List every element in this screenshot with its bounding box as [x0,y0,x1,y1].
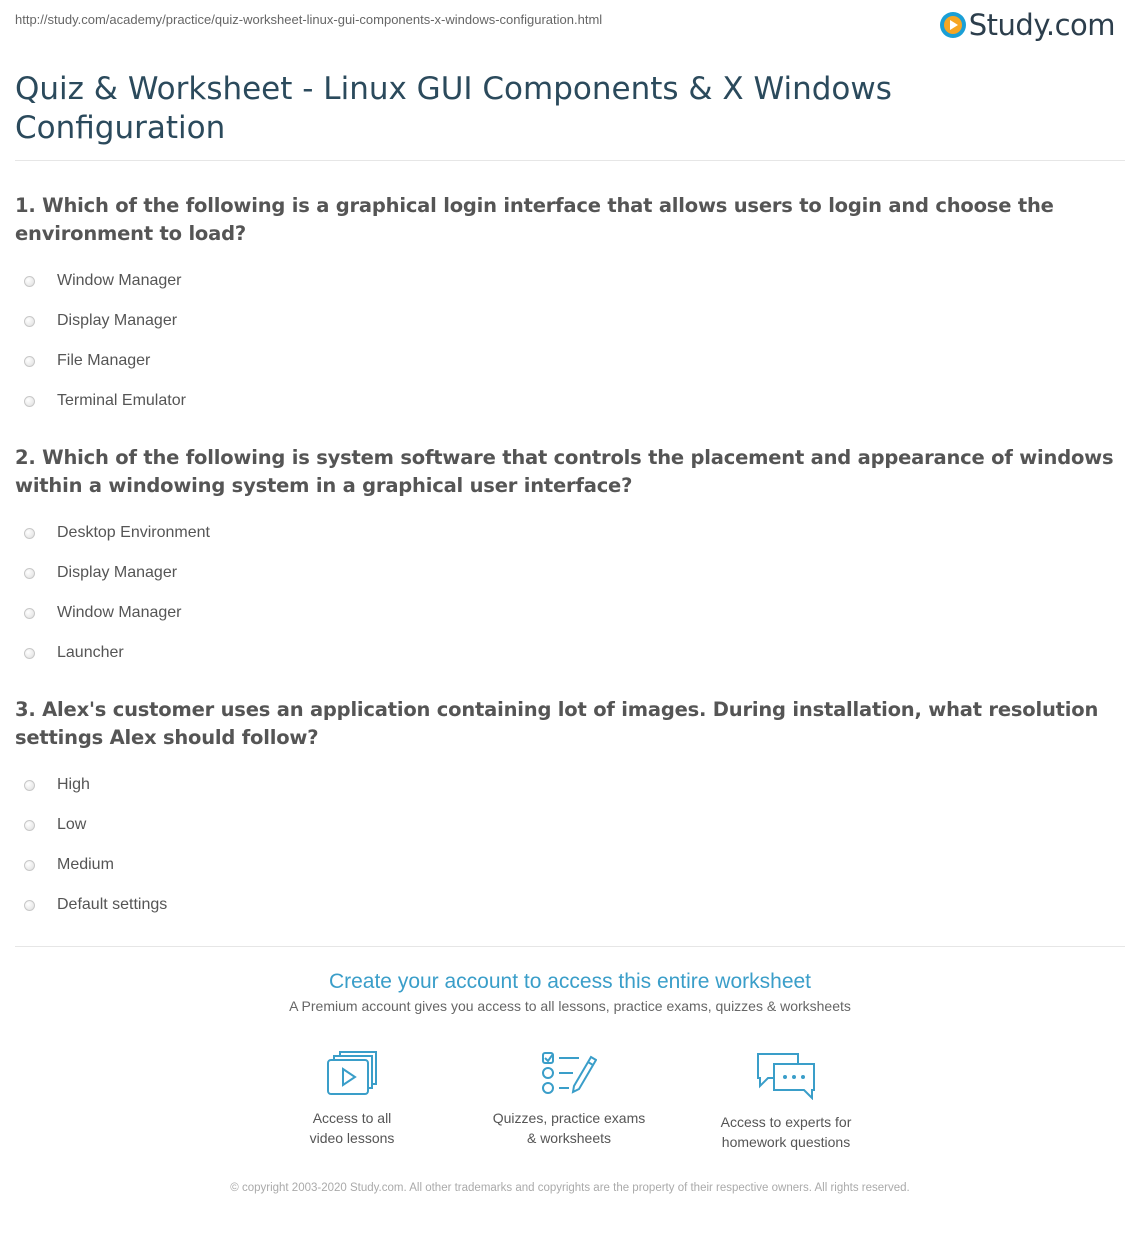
question-text: 2. Which of the following is system software that controls the placement and appearance of windows within a windowing system in a graphical user interface? [15,446,1114,497]
answer-label: Window Manager [57,272,182,289]
answer-label: Terminal Emulator [57,392,186,409]
answer-label: Launcher [57,644,124,661]
answer-label: Low [57,816,87,833]
feature-label [686,1112,886,1152]
radio-button[interactable] [24,900,35,911]
feature-label-line: Access to experts for [720,1114,852,1130]
question-3 [15,696,1130,925]
answer-option[interactable] [15,341,1130,381]
feature-label-line: Access to all [312,1110,392,1126]
cta-subtitle: A Premium account gives you access to all lessons, practice exams, quizzes & worksheets [289,998,851,1014]
answer-label: File Manager [57,352,151,369]
top-bar [15,0,1125,50]
feature-experts [686,1050,886,1152]
radio-button[interactable] [24,648,35,659]
copyright-notice: © copyright 2003-2020 Study.com. All other trademarks and copyrights are the property of their respective owners. All rights reserved. [230,1182,910,1194]
answer-option[interactable] [15,301,1130,341]
feature-label-line: & worksheets [526,1130,612,1146]
feature-video-lessons [252,1050,452,1148]
answer-option[interactable] [15,381,1130,421]
study-logo-text: Study.com [968,8,1115,42]
answer-options [15,513,1130,673]
answer-label: Desktop Environment [57,524,210,541]
answer-label: Default settings [57,896,168,913]
feature-label-line: Quizzes, practice exams [492,1110,646,1126]
radio-button[interactable] [24,608,35,619]
answer-label: High [57,776,90,793]
questions-divider [15,946,1125,947]
radio-button[interactable] [24,860,35,871]
page-url: http://study.com/academy/practice/quiz-worksheet-linux-gui-components-x-windows-configuration.html [15,12,603,27]
radio-button[interactable] [24,820,35,831]
radio-button[interactable] [24,396,35,407]
answer-option[interactable] [15,553,1130,593]
radio-button[interactable] [24,528,35,539]
answer-option[interactable] [15,261,1130,301]
feature-label-line: video lessons [309,1130,395,1146]
feature-quizzes [469,1050,669,1148]
study-logo[interactable] [940,8,1115,42]
premium-features [0,1050,1140,1160]
answer-option[interactable] [15,593,1130,633]
feature-label [469,1108,669,1148]
video-lessons-icon [326,1050,378,1096]
answer-label: Window Manager [57,604,182,621]
question-text: 3. Alex's customer uses an application containing lot of images. During installation, what resolution settings Alex should follow? [15,698,1099,749]
answer-label: Display Manager [57,312,178,329]
answer-label: Medium [57,856,114,873]
title-divider [15,160,1125,161]
page-title: Quiz & Worksheet - Linux GUI Components & X Windows Configuration [15,71,892,146]
question-1 [15,192,1130,421]
question-text: 1. Which of the following is a graphical login interface that allows users to login and choose the environment to load? [15,194,1054,245]
radio-button[interactable] [24,276,35,287]
quiz-checklist-icon [541,1050,597,1096]
answer-label: Display Manager [57,564,178,581]
radio-button[interactable] [24,568,35,579]
feature-label-line: homework questions [721,1134,851,1150]
answer-options [15,765,1130,925]
answer-option[interactable] [15,765,1130,805]
answer-option[interactable] [15,805,1130,845]
radio-button[interactable] [24,780,35,791]
chat-bubbles-icon [754,1050,818,1100]
create-account-link[interactable]: Create your account to access this entire worksheet [328,970,812,993]
answer-option[interactable] [15,513,1130,553]
question-2 [15,444,1130,673]
feature-label [252,1108,452,1148]
answer-option[interactable] [15,845,1130,885]
answer-options [15,261,1130,421]
answer-option[interactable] [15,633,1130,673]
answer-option[interactable] [15,885,1130,925]
study-logo-icon [940,12,966,38]
radio-button[interactable] [24,316,35,327]
radio-button[interactable] [24,356,35,367]
signup-cta [15,970,1125,1014]
